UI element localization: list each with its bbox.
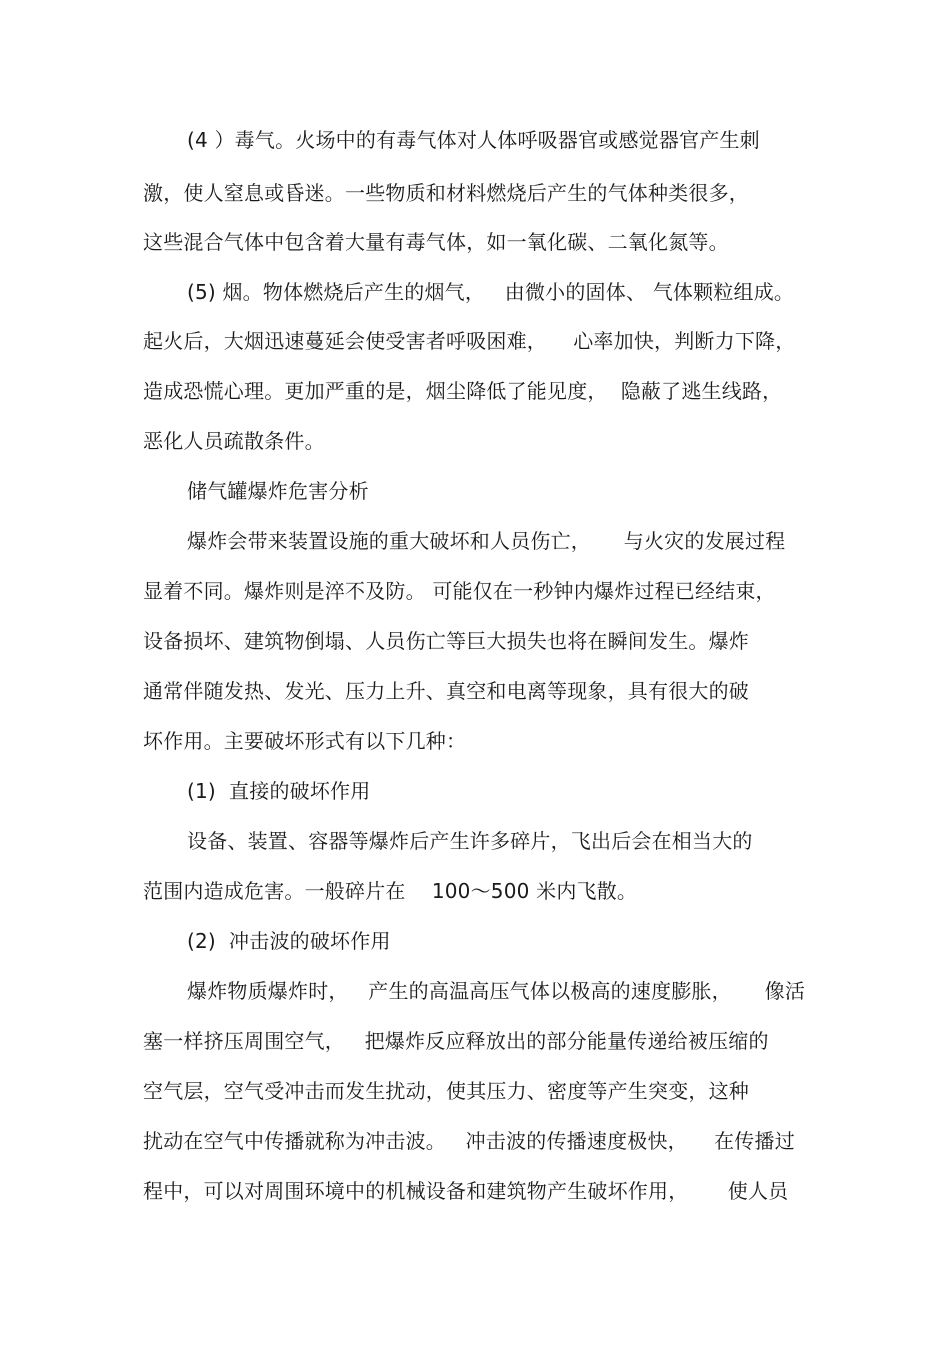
- text-line: 这些混合气体中包含着大量有毒气体，如一氧化碳、二氧化氮等。: [143, 230, 729, 254]
- text-line: 坏作用。主要破坏形式有以下几种：: [143, 729, 467, 753]
- text-line: 显着不同。爆炸则是淬不及防。 可能仅在一秒钟内爆炸过程已经结束，: [143, 579, 776, 603]
- text-line: 设备损坏、建筑物倒塌、人员伤亡等巨大损失也将在瞬间发生。爆炸: [143, 629, 749, 653]
- text-line: 起火后，大烟迅速蔓延会使受害者呼吸困难， 心率加快，判断力下降，: [143, 329, 796, 353]
- text-line: 爆炸会带来装置设施的重大破坏和人员伤亡， 与火灾的发展过程: [187, 529, 786, 553]
- text-line: 设备、装置、容器等爆炸后产生许多碎片，飞出后会在相当大的: [187, 829, 753, 853]
- text-line: 恶化人员疏散条件。: [143, 429, 325, 453]
- text-line: 造成恐慌心理。更加严重的是，烟尘降低了能见度， 隐蔽了逃生线路，: [143, 379, 783, 403]
- text-line: 塞一样挤压周围空气， 把爆炸反应释放出的部分能量传递给被压缩的: [143, 1029, 769, 1053]
- text-line: 通常伴随发热、发光、压力上升、真空和电离等现象，具有很大的破: [143, 679, 749, 703]
- subheading: (1) 直接的破坏作用: [187, 779, 371, 803]
- text-line: 扰动在空气中传播就称为冲击波。 冲击波的传播速度极快， 在传播过: [143, 1129, 795, 1153]
- text-line: 爆炸物质爆炸时， 产生的高温高压气体以极高的速度膨胀， 像活: [187, 979, 806, 1003]
- text-line: 程中，可以对周围环境中的机械设备和建筑物产生破坏作用， 使人员: [143, 1179, 789, 1203]
- text-line: (5) 烟。物体燃烧后产生的烟气， 由微小的固体、 气体颗粒组成。: [187, 280, 795, 304]
- subheading: (2) 冲击波的破坏作用: [187, 929, 391, 953]
- text-line: 范围内造成危害。一般碎片在 100～500 米内飞散。: [143, 879, 638, 903]
- section-heading: 储气罐爆炸危害分析: [187, 479, 369, 503]
- text-line: 空气层，空气受冲击而发生扰动，使其压力、密度等产生突变，这种: [143, 1079, 749, 1103]
- text-line: 激，使人窒息或昏迷。一些物质和材料燃烧后产生的气体种类很多，: [143, 181, 749, 205]
- text-line: (4 ）毒气。火场中的有毒气体对人体呼吸器官或感觉器官产生刺: [187, 128, 760, 152]
